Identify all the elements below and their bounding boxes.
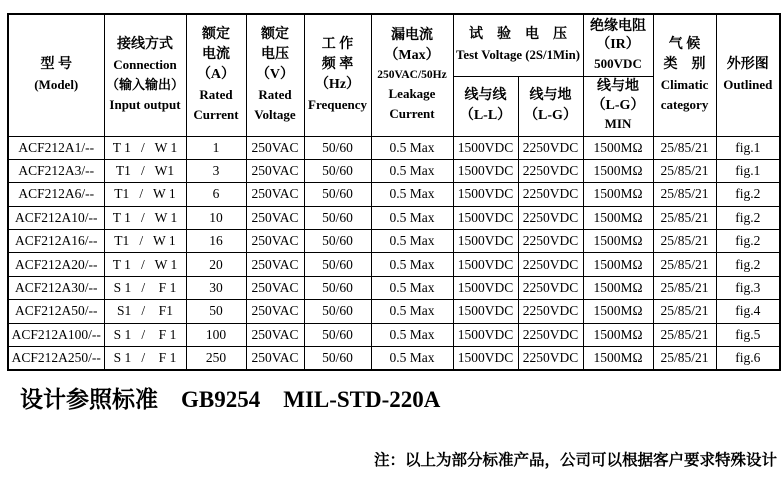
cell-frequency: 50/60 bbox=[304, 183, 371, 206]
col-header-outline bbox=[716, 14, 780, 136]
header-line: （A） bbox=[196, 67, 236, 83]
col-header-frequency bbox=[304, 14, 371, 136]
cell-model: ACF212A50/-- bbox=[8, 300, 104, 323]
cell-frequency: 50/60 bbox=[304, 159, 371, 182]
standards-reference: 设计参照标准 GB9254 MIL-STD-220A bbox=[20, 387, 441, 412]
cell-outline-figure: fig.5 bbox=[716, 323, 780, 346]
cell-connection: T1 / W 1 bbox=[104, 183, 186, 206]
cell-test-voltage-lg: 2250VDC bbox=[518, 347, 583, 371]
header-line: 频 率 bbox=[321, 57, 354, 73]
header-line: 电压 bbox=[261, 47, 289, 63]
cell-test-voltage-ll: 1500VDC bbox=[453, 159, 518, 182]
cell-model: ACF212A250/-- bbox=[8, 347, 104, 371]
cell-climatic-category: 25/85/21 bbox=[653, 300, 716, 323]
col-header-leakage-current bbox=[371, 14, 453, 136]
cell-insulation-resistance: 1500MΩ bbox=[583, 206, 653, 229]
header-line: （L-G） bbox=[591, 97, 645, 113]
table-row bbox=[8, 347, 780, 371]
spec-table bbox=[7, 13, 781, 371]
header-line: 额定 bbox=[261, 27, 289, 43]
cell-insulation-resistance: 1500MΩ bbox=[583, 323, 653, 346]
header-line: Rated bbox=[258, 87, 292, 103]
cell-model: ACF212A3/-- bbox=[8, 159, 104, 182]
cell-outline-figure: fig.1 bbox=[716, 159, 780, 182]
cell-rated-current: 3 bbox=[186, 159, 246, 182]
col-header-insulation-lg-min bbox=[583, 76, 653, 136]
cell-frequency: 50/60 bbox=[304, 323, 371, 346]
cell-rated-voltage: 250VAC bbox=[246, 253, 304, 276]
cell-frequency: 50/60 bbox=[304, 253, 371, 276]
cell-frequency: 50/60 bbox=[304, 276, 371, 299]
header-line: 试 验 电 压 bbox=[469, 27, 567, 43]
col-header-connection bbox=[104, 14, 186, 136]
cell-frequency: 50/60 bbox=[304, 347, 371, 371]
cell-test-voltage-ll: 1500VDC bbox=[453, 136, 518, 159]
cell-insulation-resistance: 1500MΩ bbox=[583, 253, 653, 276]
cell-test-voltage-ll: 1500VDC bbox=[453, 253, 518, 276]
cell-model: ACF212A30/-- bbox=[8, 276, 104, 299]
cell-rated-current: 100 bbox=[186, 323, 246, 346]
cell-leakage-current: 0.5 Max bbox=[371, 347, 453, 371]
cell-test-voltage-ll: 1500VDC bbox=[453, 323, 518, 346]
cell-test-voltage-lg: 2250VDC bbox=[518, 230, 583, 253]
cell-connection: S 1 / F 1 bbox=[104, 276, 186, 299]
cell-test-voltage-lg: 2250VDC bbox=[518, 300, 583, 323]
table-row bbox=[8, 206, 780, 229]
header-line: Voltage bbox=[254, 107, 296, 123]
header-line: 线与线 bbox=[464, 88, 507, 103]
cell-insulation-resistance: 1500MΩ bbox=[583, 230, 653, 253]
cell-climatic-category: 25/85/21 bbox=[653, 347, 716, 371]
header-line: 漏电流 bbox=[391, 28, 433, 44]
cell-test-voltage-lg: 2250VDC bbox=[518, 253, 583, 276]
cell-connection: S 1 / F 1 bbox=[104, 323, 186, 346]
header-line: 500VDC bbox=[594, 55, 642, 71]
cell-rated-voltage: 250VAC bbox=[246, 159, 304, 182]
cell-outline-figure: fig.4 bbox=[716, 300, 780, 323]
cell-test-voltage-lg: 2250VDC bbox=[518, 136, 583, 159]
cell-test-voltage-ll: 1500VDC bbox=[453, 300, 518, 323]
cell-frequency: 50/60 bbox=[304, 300, 371, 323]
col-header-test-voltage bbox=[453, 14, 583, 76]
cell-frequency: 50/60 bbox=[304, 206, 371, 229]
header-line: (Model) bbox=[34, 77, 79, 93]
cell-rated-voltage: 250VAC bbox=[246, 136, 304, 159]
table-row bbox=[8, 136, 780, 159]
cell-climatic-category: 25/85/21 bbox=[653, 136, 716, 159]
cell-test-voltage-lg: 2250VDC bbox=[518, 183, 583, 206]
cell-insulation-resistance: 1500MΩ bbox=[583, 276, 653, 299]
cell-test-voltage-ll: 1500VDC bbox=[453, 183, 518, 206]
table-row bbox=[8, 323, 780, 346]
cell-outline-figure: fig.2 bbox=[716, 206, 780, 229]
header-line: Frequency bbox=[308, 97, 367, 113]
col-header-rated-current bbox=[186, 14, 246, 136]
cell-rated-current: 1 bbox=[186, 136, 246, 159]
cell-test-voltage-lg: 2250VDC bbox=[518, 206, 583, 229]
header-line: 额定 bbox=[202, 27, 230, 43]
header-line: （Hz） bbox=[314, 77, 361, 93]
footnote: 注：以上为部分标准产品，公司可以根据客户要求特殊设计 bbox=[374, 452, 778, 469]
table-row bbox=[8, 300, 780, 323]
cell-leakage-current: 0.5 Max bbox=[371, 136, 453, 159]
cell-rated-current: 6 bbox=[186, 183, 246, 206]
cell-connection: T1 / W1 bbox=[104, 159, 186, 182]
cell-model: ACF212A6/-- bbox=[8, 183, 104, 206]
cell-climatic-category: 25/85/21 bbox=[653, 276, 716, 299]
cell-connection: T1 / W 1 bbox=[104, 230, 186, 253]
cell-rated-current: 20 bbox=[186, 253, 246, 276]
cell-connection: T 1 / W 1 bbox=[104, 253, 186, 276]
header-line: Connection bbox=[113, 57, 177, 73]
header-line: （L-L） bbox=[459, 108, 512, 123]
cell-outline-figure: fig.6 bbox=[716, 347, 780, 371]
cell-model: ACF212A16/-- bbox=[8, 230, 104, 253]
cell-leakage-current: 0.5 Max bbox=[371, 230, 453, 253]
cell-outline-figure: fig.2 bbox=[716, 253, 780, 276]
cell-connection: S1 / F1 bbox=[104, 300, 186, 323]
cell-test-voltage-ll: 1500VDC bbox=[453, 206, 518, 229]
cell-connection: T 1 / W 1 bbox=[104, 206, 186, 229]
header-line: 气 候 bbox=[668, 37, 701, 53]
cell-test-voltage-lg: 2250VDC bbox=[518, 323, 583, 346]
header-line: 接线方式 bbox=[117, 37, 173, 53]
cell-outline-figure: fig.2 bbox=[716, 230, 780, 253]
cell-insulation-resistance: 1500MΩ bbox=[583, 159, 653, 182]
cell-outline-figure: fig.2 bbox=[716, 183, 780, 206]
cell-rated-current: 50 bbox=[186, 300, 246, 323]
cell-rated-current: 10 bbox=[186, 206, 246, 229]
cell-test-voltage-ll: 1500VDC bbox=[453, 230, 518, 253]
cell-climatic-category: 25/85/21 bbox=[653, 323, 716, 346]
cell-leakage-current: 0.5 Max bbox=[371, 323, 453, 346]
header-line: Test Voltage (2S/1Min) bbox=[456, 48, 580, 63]
header-line: category bbox=[660, 97, 709, 113]
col-header-insulation-resistance bbox=[583, 14, 653, 76]
cell-connection: S 1 / F 1 bbox=[104, 347, 186, 371]
header-line: Current bbox=[389, 106, 435, 122]
header-line: Outlined bbox=[723, 77, 773, 93]
cell-rated-voltage: 250VAC bbox=[246, 323, 304, 346]
header-line: （V） bbox=[255, 67, 295, 83]
cell-model: ACF212A1/-- bbox=[8, 136, 104, 159]
cell-climatic-category: 25/85/21 bbox=[653, 159, 716, 182]
cell-model: ACF212A20/-- bbox=[8, 253, 104, 276]
header-line: Leakage bbox=[388, 86, 436, 102]
cell-climatic-category: 25/85/21 bbox=[653, 253, 716, 276]
header-line: 型 号 bbox=[40, 57, 72, 73]
cell-insulation-resistance: 1500MΩ bbox=[583, 136, 653, 159]
header-line: 线与地 bbox=[597, 79, 640, 95]
col-header-climatic-category bbox=[653, 14, 716, 136]
cell-climatic-category: 25/85/21 bbox=[653, 183, 716, 206]
cell-rated-current: 16 bbox=[186, 230, 246, 253]
cell-test-voltage-ll: 1500VDC bbox=[453, 276, 518, 299]
cell-outline-figure: fig.3 bbox=[716, 276, 780, 299]
cell-frequency: 50/60 bbox=[304, 230, 371, 253]
header-line: 线与地 bbox=[529, 88, 572, 103]
header-line: Input output bbox=[109, 97, 181, 113]
cell-rated-current: 250 bbox=[186, 347, 246, 371]
table-row bbox=[8, 276, 780, 299]
cell-test-voltage-lg: 2250VDC bbox=[518, 159, 583, 182]
header-line: 绝缘电阻 bbox=[590, 18, 647, 34]
header-line: （L-G） bbox=[524, 108, 577, 123]
header-line: （输入输出） bbox=[105, 77, 184, 93]
table-row bbox=[8, 183, 780, 206]
cell-climatic-category: 25/85/21 bbox=[653, 230, 716, 253]
header-line: Current bbox=[193, 107, 239, 123]
header-line: 250VAC/50Hz bbox=[377, 69, 447, 82]
cell-leakage-current: 0.5 Max bbox=[371, 206, 453, 229]
header-line: 外形图 bbox=[726, 57, 769, 73]
cell-insulation-resistance: 1500MΩ bbox=[583, 300, 653, 323]
cell-outline-figure: fig.1 bbox=[716, 136, 780, 159]
header-row-top bbox=[8, 14, 780, 76]
cell-rated-voltage: 250VAC bbox=[246, 206, 304, 229]
table-body bbox=[8, 136, 780, 370]
header-line: Rated bbox=[199, 87, 233, 103]
header-line: （IR） bbox=[596, 37, 640, 52]
cell-frequency: 50/60 bbox=[304, 136, 371, 159]
cell-leakage-current: 0.5 Max bbox=[371, 253, 453, 276]
cell-model: ACF212A10/-- bbox=[8, 206, 104, 229]
cell-leakage-current: 0.5 Max bbox=[371, 183, 453, 206]
table-row bbox=[8, 159, 780, 182]
cell-connection: T 1 / W 1 bbox=[104, 136, 186, 159]
header-line: Climatic bbox=[660, 77, 709, 93]
table-row bbox=[8, 253, 780, 276]
cell-rated-voltage: 250VAC bbox=[246, 230, 304, 253]
col-header-line-to-ground bbox=[518, 76, 583, 136]
cell-test-voltage-lg: 2250VDC bbox=[518, 276, 583, 299]
cell-test-voltage-ll: 1500VDC bbox=[453, 347, 518, 371]
cell-leakage-current: 0.5 Max bbox=[371, 276, 453, 299]
col-header-rated-voltage bbox=[246, 14, 304, 136]
header-line: 电流 bbox=[202, 47, 230, 63]
cell-model: ACF212A100/-- bbox=[8, 323, 104, 346]
cell-rated-voltage: 250VAC bbox=[246, 276, 304, 299]
col-header-line-to-line bbox=[453, 76, 518, 136]
cell-rated-voltage: 250VAC bbox=[246, 347, 304, 371]
header-line: （Max） bbox=[384, 48, 440, 64]
cell-rated-voltage: 250VAC bbox=[246, 183, 304, 206]
cell-leakage-current: 0.5 Max bbox=[371, 300, 453, 323]
cell-insulation-resistance: 1500MΩ bbox=[583, 347, 653, 371]
header-line: 类 别 bbox=[663, 57, 706, 73]
table-row bbox=[8, 230, 780, 253]
cell-insulation-resistance: 1500MΩ bbox=[583, 183, 653, 206]
cell-climatic-category: 25/85/21 bbox=[653, 206, 716, 229]
header-line: MIN bbox=[604, 116, 632, 132]
header-line: 工 作 bbox=[321, 37, 354, 53]
col-header-model bbox=[8, 14, 104, 136]
cell-rated-voltage: 250VAC bbox=[246, 300, 304, 323]
cell-leakage-current: 0.5 Max bbox=[371, 159, 453, 182]
cell-rated-current: 30 bbox=[186, 276, 246, 299]
